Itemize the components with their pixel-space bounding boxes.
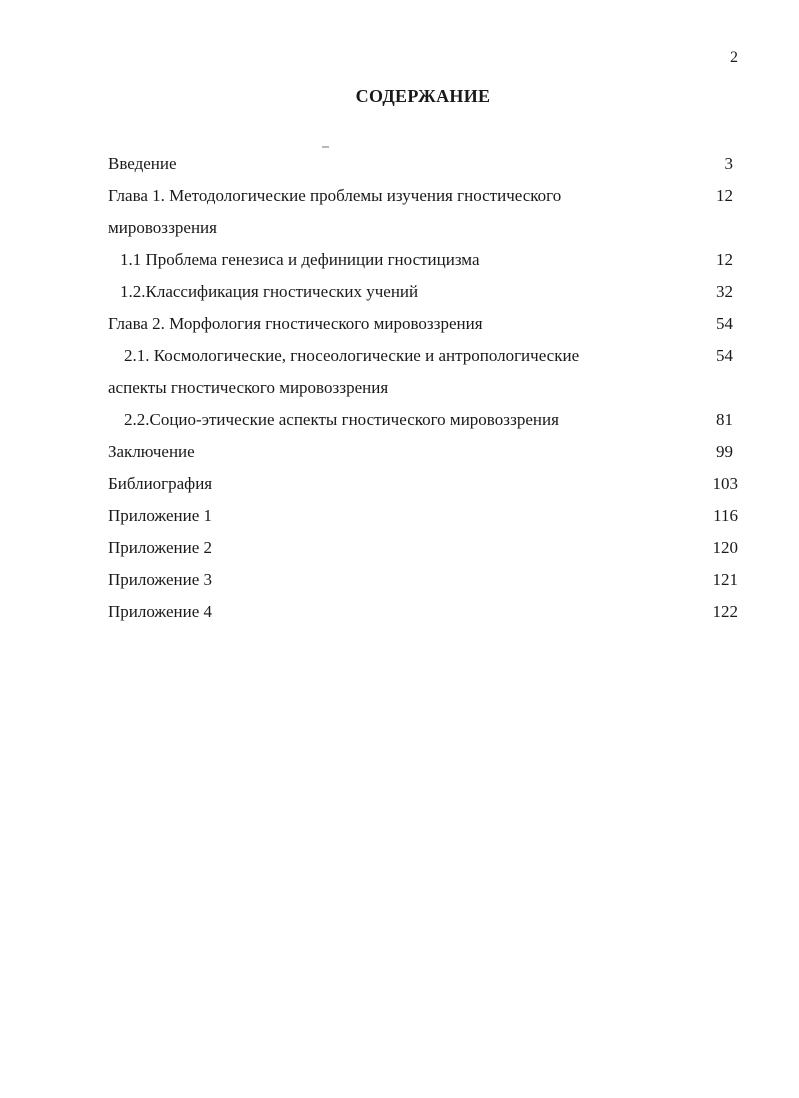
toc-entry-appendix-1[interactable]: [108, 500, 739, 532]
toc-entry-page: 121: [712, 570, 738, 589]
toc-entry-label: Приложение 4: [108, 602, 212, 621]
toc-entry-chapter-2[interactable]: [108, 308, 739, 340]
toc-entry-page: 32: [716, 282, 733, 301]
toc-entry-appendix-2[interactable]: [108, 532, 739, 564]
toc-entry-label: 1.1 Проблема генезиса и дефиниции гностицизма: [120, 250, 480, 269]
toc-entry-section-1-2[interactable]: [108, 276, 739, 308]
toc-entry-label: Заключение: [108, 442, 195, 461]
toc-entry-label: 1.2.Классификация гностических учений: [120, 282, 419, 301]
toc-entry-conclusion[interactable]: [108, 436, 739, 468]
toc-entry-label: [108, 340, 678, 404]
toc-entry-page: 12: [716, 186, 733, 205]
toc-entry-section-2-2[interactable]: [108, 404, 739, 436]
toc-entry-label: Приложение 1: [108, 506, 212, 525]
page-title: СОДЕРЖАНИЕ: [355, 86, 491, 106]
toc-entry-page: 54: [716, 346, 733, 365]
toc-entry-label: Введение: [108, 154, 177, 173]
toc-entry-label-line-2: аспекты гностического мировоззрения: [108, 378, 389, 397]
toc-entry-label: Приложение 2: [108, 538, 212, 557]
toc-entry-page: 12: [716, 250, 733, 269]
toc-entry-page: 3: [724, 154, 733, 173]
toc-entry-page: 54: [716, 314, 733, 333]
toc-entry-page: 120: [712, 538, 738, 557]
toc-entry-label: [108, 180, 678, 244]
toc-entry-appendix-4[interactable]: [108, 596, 739, 628]
toc-entry-introduction[interactable]: [108, 148, 739, 180]
toc-entry-label: Библиография: [108, 474, 213, 493]
toc-entry-label-line-1: 2.1. Космологические, гносеологические и антропологические: [124, 346, 580, 365]
toc-entry-bibliography[interactable]: [108, 468, 739, 500]
table-of-contents: [108, 148, 739, 628]
toc-entry-page: 81: [716, 410, 733, 429]
toc-entry-section-1-1[interactable]: [108, 244, 739, 276]
toc-entry-label: 2.2.Социо-этические аспекты гностического мировоззрения: [124, 410, 559, 429]
toc-entry-page: 122: [712, 602, 738, 621]
page-number: 2: [730, 49, 738, 66]
toc-entry-page: 103: [712, 474, 738, 493]
toc-entry-appendix-3[interactable]: [108, 564, 739, 596]
toc-entry-chapter-1[interactable]: [108, 180, 739, 244]
toc-entry-label-line-1: Глава 1. Методологические проблемы изучения гностического: [108, 186, 562, 205]
toc-entry-page: 99: [716, 442, 733, 461]
toc-entry-section-2-1[interactable]: [108, 340, 739, 404]
toc-entry-page: 116: [713, 506, 738, 525]
toc-entry-label: Приложение 3: [108, 570, 212, 589]
toc-entry-label: Глава 2. Морфология гностического мировоззрения: [108, 314, 483, 333]
toc-entry-label-line-2: мировоззрения: [108, 218, 217, 237]
